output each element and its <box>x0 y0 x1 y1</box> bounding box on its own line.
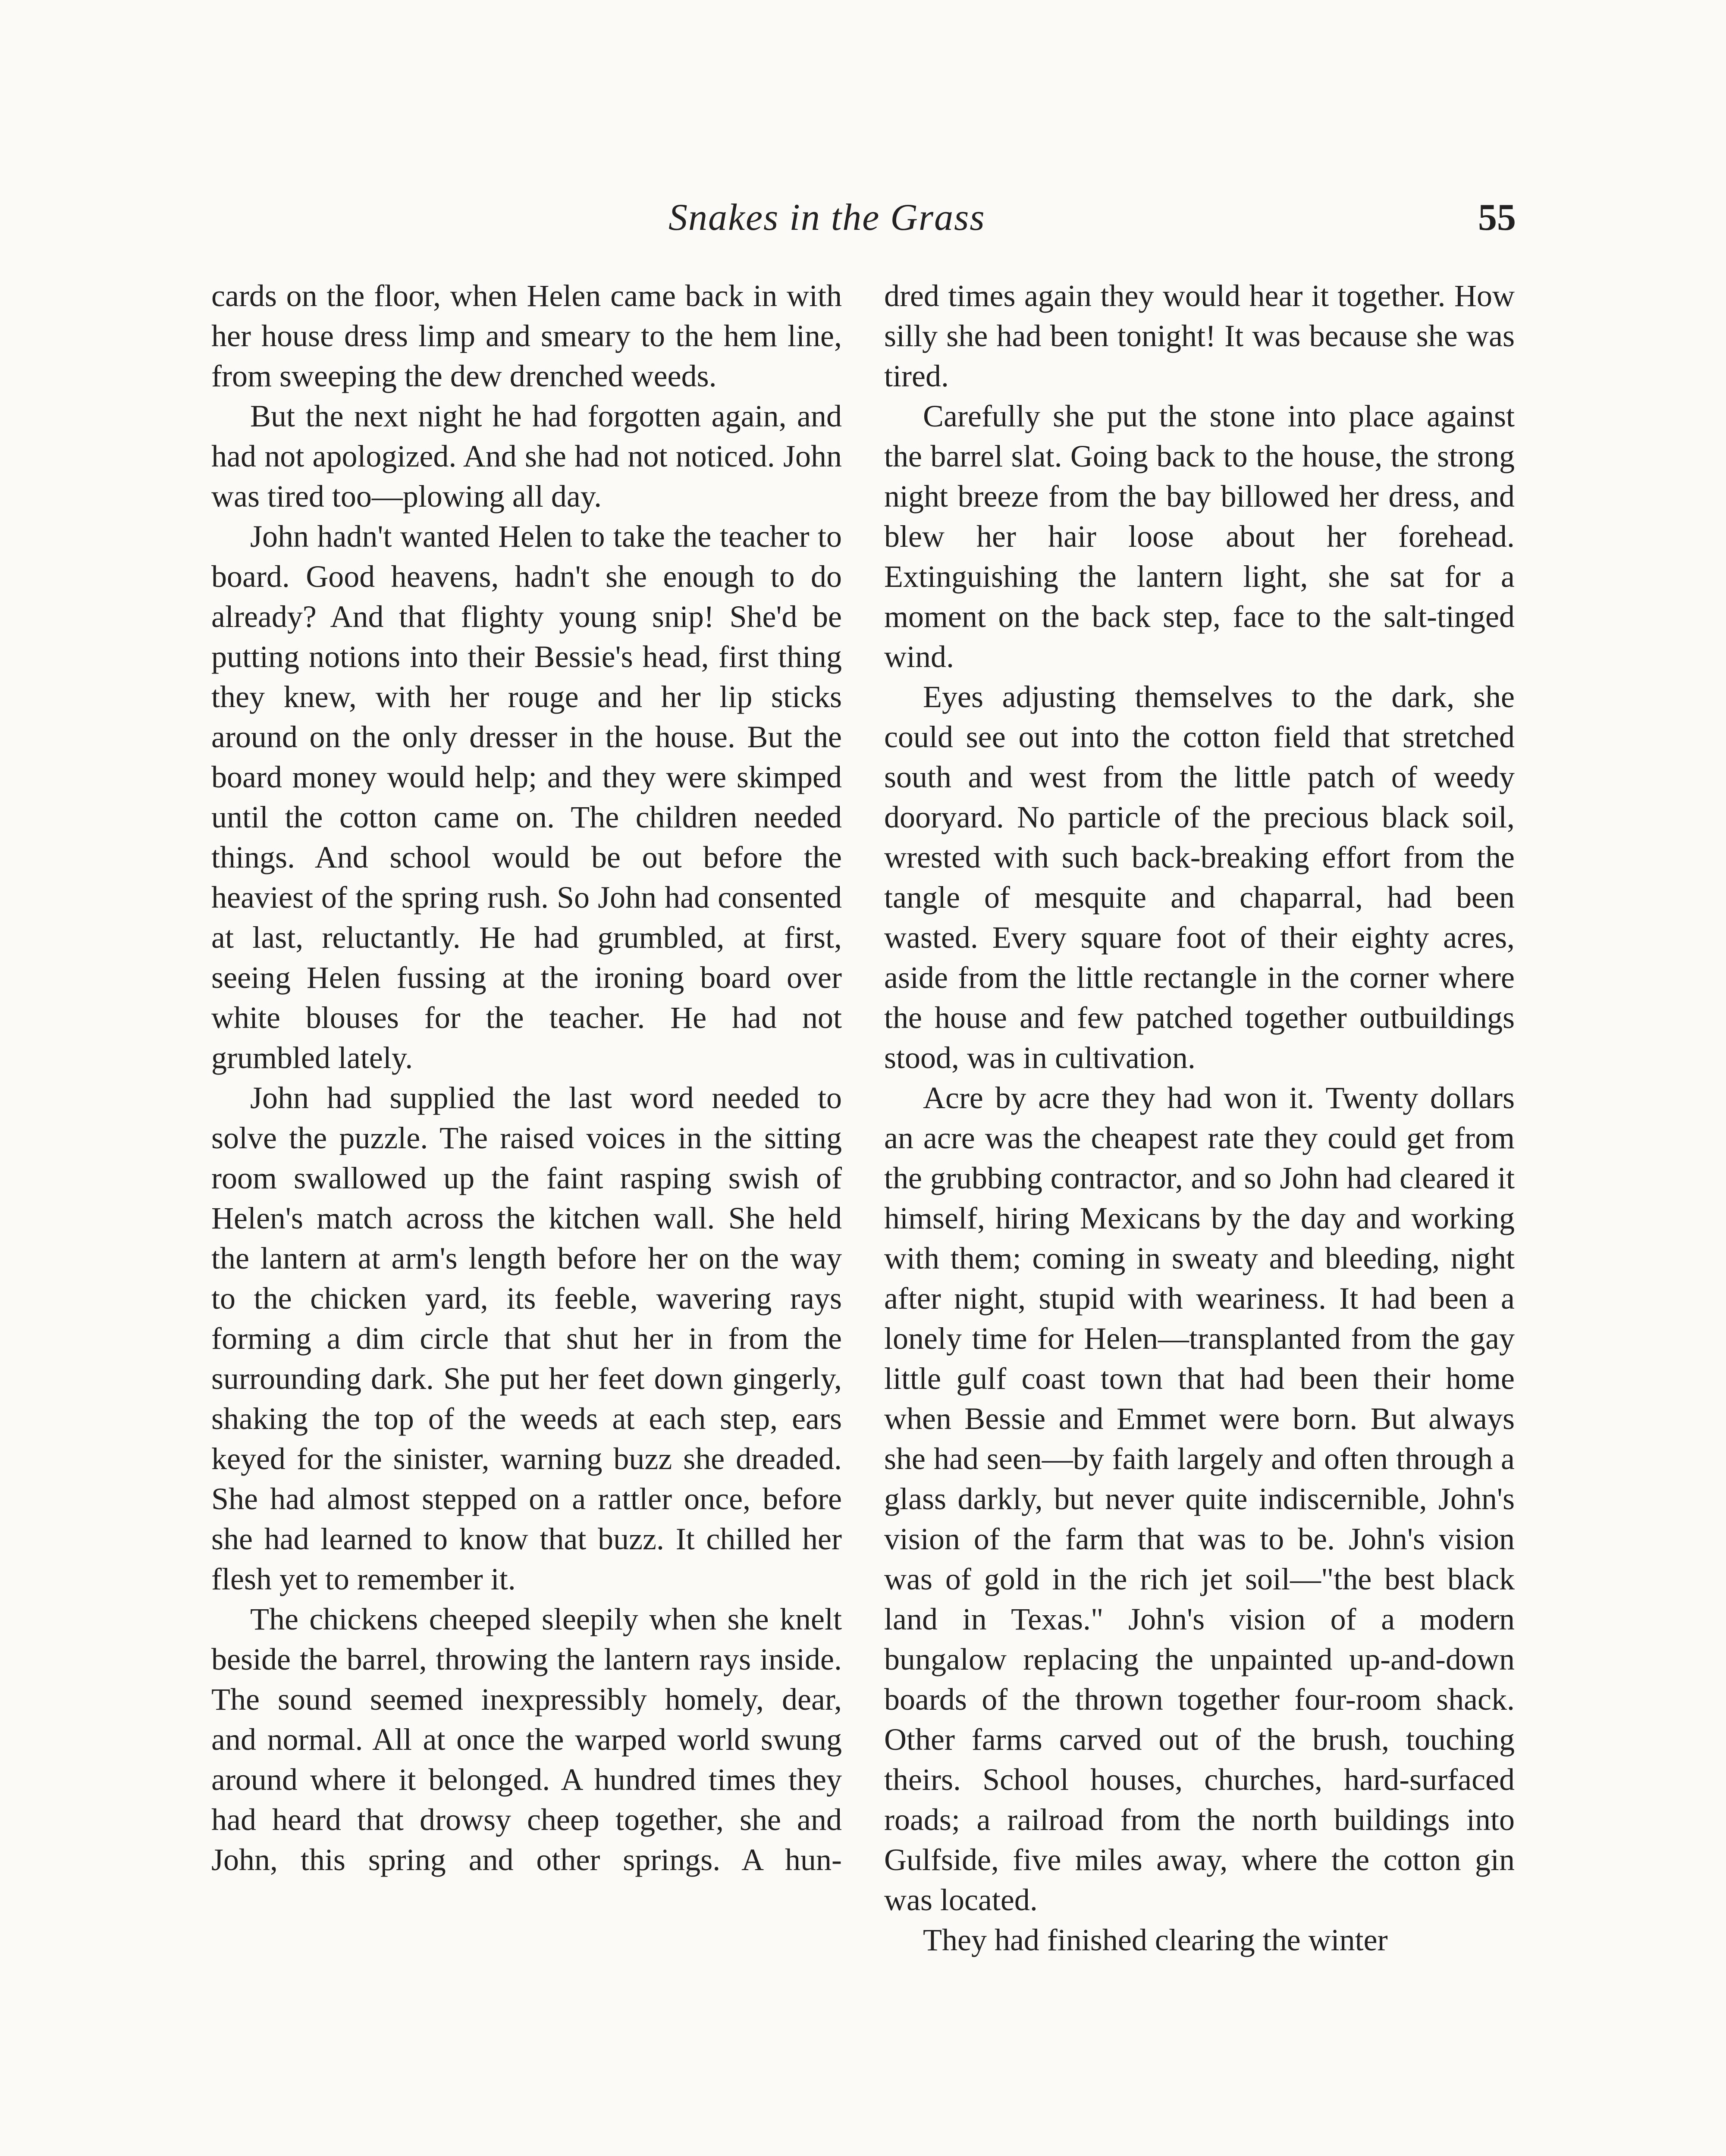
paragraph: The chickens cheeped sleepily when she knelt beside the barrel, throwing the lantern rays inside. The sound seemed inexpressibly homely, dear, and normal. All at once the warped world swung around where it belonged. A hundred times they had heard that drowsy cheep together, she and John, this spring and other springs. A hun- <box>211 1602 842 1877</box>
right-column <box>884 276 1515 1960</box>
paragraph: Carefully she put the stone into place against the barrel slat. Going back to the house, the strong night breeze from the bay billowed her dress, and blew her hair loose about her forehead. Extinguishing the lantern light, she sat for a moment on the back step, face to the salt-tinged wind. <box>884 399 1515 674</box>
left-column <box>211 276 842 1880</box>
paragraph: But the next night he had forgotten again, and had not apologized. And she had not noticed. John was tired too—plowing all day. <box>211 399 842 514</box>
paragraph: They had finished clearing the winter <box>923 1923 1388 1957</box>
page-number: 55 <box>1478 197 1516 238</box>
paragraph: dred times again they would hear it together. How silly she had been tonight! It was because she was tired. <box>884 279 1515 393</box>
running-head <box>211 194 1516 250</box>
paragraph: John had supplied the last word needed to solve the puzzle. The raised voices in the sitting room swallowed up the faint rasping swish of Helen's match across the kitchen wall. She held the lantern at arm's length before her on the way to the chicken yard, its feeble, wavering rays forming a dim circle that shut her in from the surrounding dark. She put her feet down gingerly, shaking the top of the weeds at each step, ears keyed for the sinister, warning buzz she dreaded. She had almost stepped on a rattler once, before she had learned to know that buzz. It chilled her flesh yet to remember it. <box>211 1081 842 1596</box>
paragraph: Eyes adjusting themselves to the dark, she could see out into the cotton field that stretched south and west from the little patch of weedy dooryard. No particle of the precious black soil, wrested with such back-breaking effort from the tangle of mesquite and chaparral, had been wasted. Every square foot of their eighty acres, aside from the little rectangle in the corner where the house and few patched together outbuildings stood, was in cultivation. <box>884 680 1515 1075</box>
paragraph: cards on the floor, when Helen came back in with her house dress limp and smeary to the hem line, from sweeping the dew drenched weeds. <box>211 279 842 393</box>
running-title: Snakes in the Grass <box>668 197 985 238</box>
paragraph: Acre by acre they had won it. Twenty dollars an acre was the cheapest rate they could get from the grubbing contractor, and so John had cleared it himself, hiring Mexicans by the day and working with them; coming in sweaty and bleeding, night after night, stupid with weariness. It had been a lonely time for Helen—transplanted from the gay little gulf coast town that had been their home when Bessie and Emmet were born. But always she had seen—by faith largely and often through a glass darkly, but never quite indiscernible, John's vision of the farm that was to be. John's vision was of gold in the rich jet soil—"the best black land in Texas." John's vision of a modern bungalow replacing the unpainted up-and-down boards of the thrown together four-room shack. Other farms carved out of the brush, touching theirs. School houses, churches, hard-surfaced roads; a railroad from the north buildings into Gulfside, five miles away, where the cotton gin was located. <box>884 1081 1515 1917</box>
paragraph: John hadn't wanted Helen to take the teacher to board. Good heavens, hadn't she enough to do already? And that flighty young snip! She'd be putting notions into their Bessie's head, first thing they knew, with her rouge and her lip sticks around on the only dresser in the house. But the board money would help; and they were skimped until the cotton came on. The children needed things. And school would be out before the heaviest of the spring rush. So John had consented at last, reluctantly. He had grumbled, at first, seeing Helen fussing at the ironing board over white blouses for the teacher. He had not grumbled lately. <box>211 519 842 1075</box>
